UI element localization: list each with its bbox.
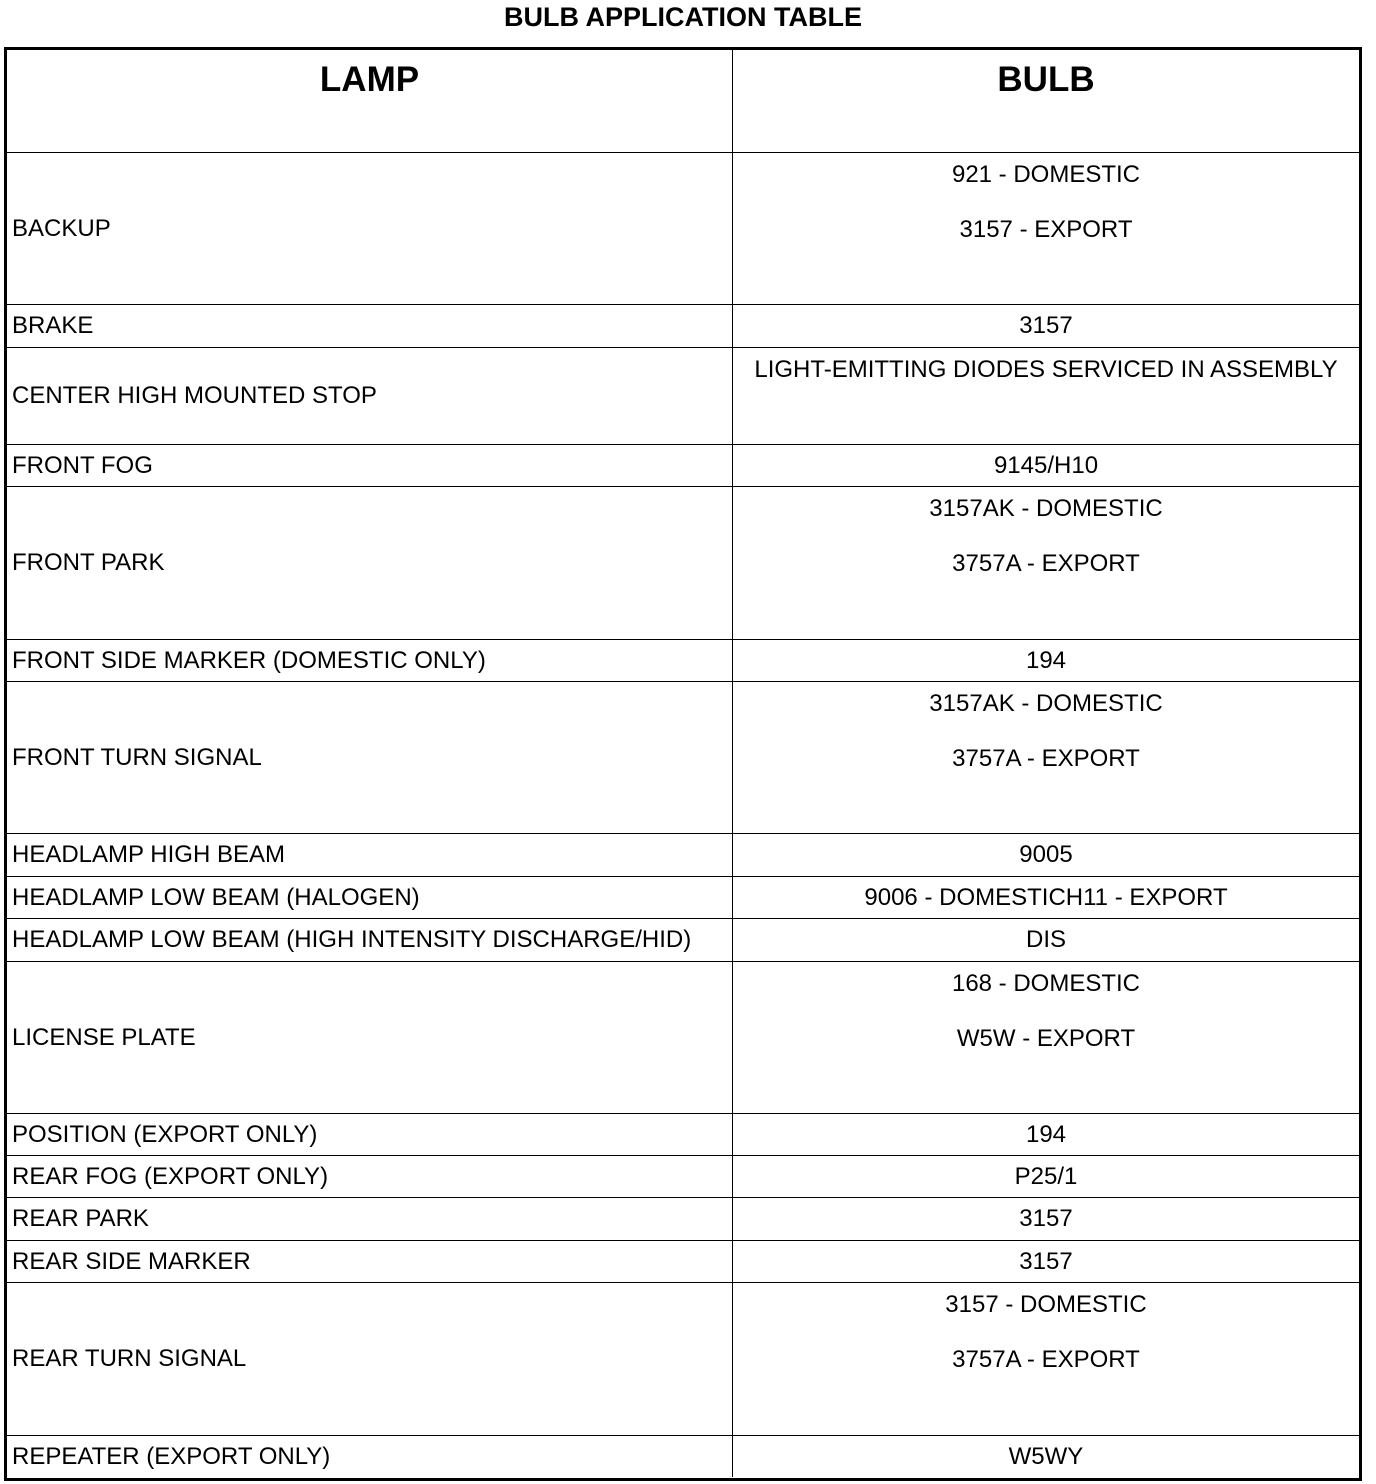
lamp-cell: BACKUP: [7, 153, 733, 304]
bulb-cell: [733, 1241, 1359, 1282]
lamp-cell: REAR PARK: [7, 1198, 733, 1240]
table-row: [7, 1156, 1359, 1198]
lamp-cell: POSITION (EXPORT ONLY): [7, 1114, 733, 1155]
bulb-application-table: [4, 47, 1362, 1481]
bulb-value: 921 - DOMESTIC: [951, 161, 1141, 188]
bulb-value: 3757A - EXPORT: [952, 550, 1140, 577]
bulb-value: 168 - DOMESTIC: [951, 970, 1141, 997]
bulb-value: 3157: [1019, 1205, 1073, 1232]
bulb-cell: [733, 877, 1359, 918]
bulb-cell: [733, 348, 1359, 444]
bulb-cell: [733, 962, 1359, 1113]
lamp-column-header: LAMP: [7, 50, 733, 152]
lamp-cell: LICENSE PLATE: [7, 962, 733, 1113]
table-row: [7, 682, 1359, 834]
bulb-cell: [733, 153, 1359, 304]
lamp-cell: BRAKE: [7, 305, 733, 347]
table-row: [7, 1198, 1359, 1241]
lamp-cell: FRONT TURN SIGNAL: [7, 682, 733, 833]
bulb-value: 194: [1025, 1120, 1067, 1148]
bulb-cell: [733, 445, 1359, 486]
bulb-value: DIS: [1025, 926, 1066, 953]
bulb-cell: [733, 834, 1359, 876]
bulb-value: 3157AK - DOMESTIC: [929, 495, 1163, 522]
bulb-cell: [733, 1436, 1359, 1477]
table-row: [7, 305, 1359, 348]
bulb-cell: [733, 682, 1359, 833]
table-row: [7, 1114, 1359, 1156]
bulb-value: 9145/H10: [993, 451, 1099, 479]
bulb-cell: [733, 919, 1359, 961]
table-row: [7, 1436, 1359, 1477]
lamp-cell: REAR SIDE MARKER: [7, 1241, 733, 1282]
lamp-cell: REAR TURN SIGNAL: [7, 1283, 733, 1435]
bulb-value: 3157AK - DOMESTIC: [929, 690, 1163, 717]
table-row: [7, 962, 1359, 1114]
table-row: [7, 153, 1359, 305]
bulb-cell: [733, 305, 1359, 347]
lamp-cell: FRONT PARK: [7, 487, 733, 639]
bulb-value: 3157: [1019, 312, 1073, 339]
lamp-cell: HEADLAMP HIGH BEAM: [7, 834, 733, 876]
bulb-value: 9005: [1019, 841, 1073, 868]
bulb-value: 3157: [1019, 1247, 1073, 1275]
lamp-cell: HEADLAMP LOW BEAM (HALOGEN): [7, 877, 733, 918]
bulb-value: W5WY: [1008, 1442, 1084, 1470]
table-row: [7, 1241, 1359, 1283]
lamp-cell: HEADLAMP LOW BEAM (HIGH INTENSITY DISCHARGE/HID): [7, 919, 733, 961]
bulb-cell: [733, 1156, 1359, 1197]
bulb-cell: [733, 487, 1359, 639]
bulb-value: 3157 - EXPORT: [959, 216, 1133, 243]
table-row: [7, 348, 1359, 445]
bulb-cell: [733, 1198, 1359, 1240]
page-title: BULB APPLICATION TABLE: [504, 2, 862, 32]
table-row: [7, 640, 1359, 682]
table-row: [7, 1283, 1359, 1436]
lamp-cell: REAR FOG (EXPORT ONLY): [7, 1156, 733, 1197]
bulb-cell: [733, 640, 1359, 681]
bulb-value: W5W - EXPORT: [956, 1025, 1136, 1052]
lamp-cell: CENTER HIGH MOUNTED STOP: [7, 348, 733, 444]
bulb-value: P25/1: [1014, 1162, 1078, 1190]
bulb-value: 3757A - EXPORT: [952, 745, 1140, 772]
table-row: [7, 487, 1359, 640]
bulb-value: 9006 - DOMESTICH11 - EXPORT: [864, 883, 1228, 911]
lamp-cell: FRONT FOG: [7, 445, 733, 486]
lamp-cell: FRONT SIDE MARKER (DOMESTIC ONLY): [7, 640, 733, 681]
bulb-cell: [733, 1283, 1359, 1435]
bulb-value: LIGHT-EMITTING DIODES SERVICED IN ASSEMBLY: [754, 356, 1338, 383]
table-row: [7, 834, 1359, 877]
lamp-cell: REPEATER (EXPORT ONLY): [7, 1436, 733, 1477]
table-header-row: [7, 50, 1359, 153]
table-row: [7, 877, 1359, 919]
bulb-value: 3757A - EXPORT: [952, 1346, 1140, 1373]
table-row: [7, 919, 1359, 962]
bulb-cell: [733, 1114, 1359, 1155]
bulb-value: 194: [1025, 646, 1067, 674]
bulb-column-header: BULB: [997, 60, 1095, 99]
bulb-value: 3157 - DOMESTIC: [945, 1291, 1147, 1318]
table-row: [7, 445, 1359, 487]
